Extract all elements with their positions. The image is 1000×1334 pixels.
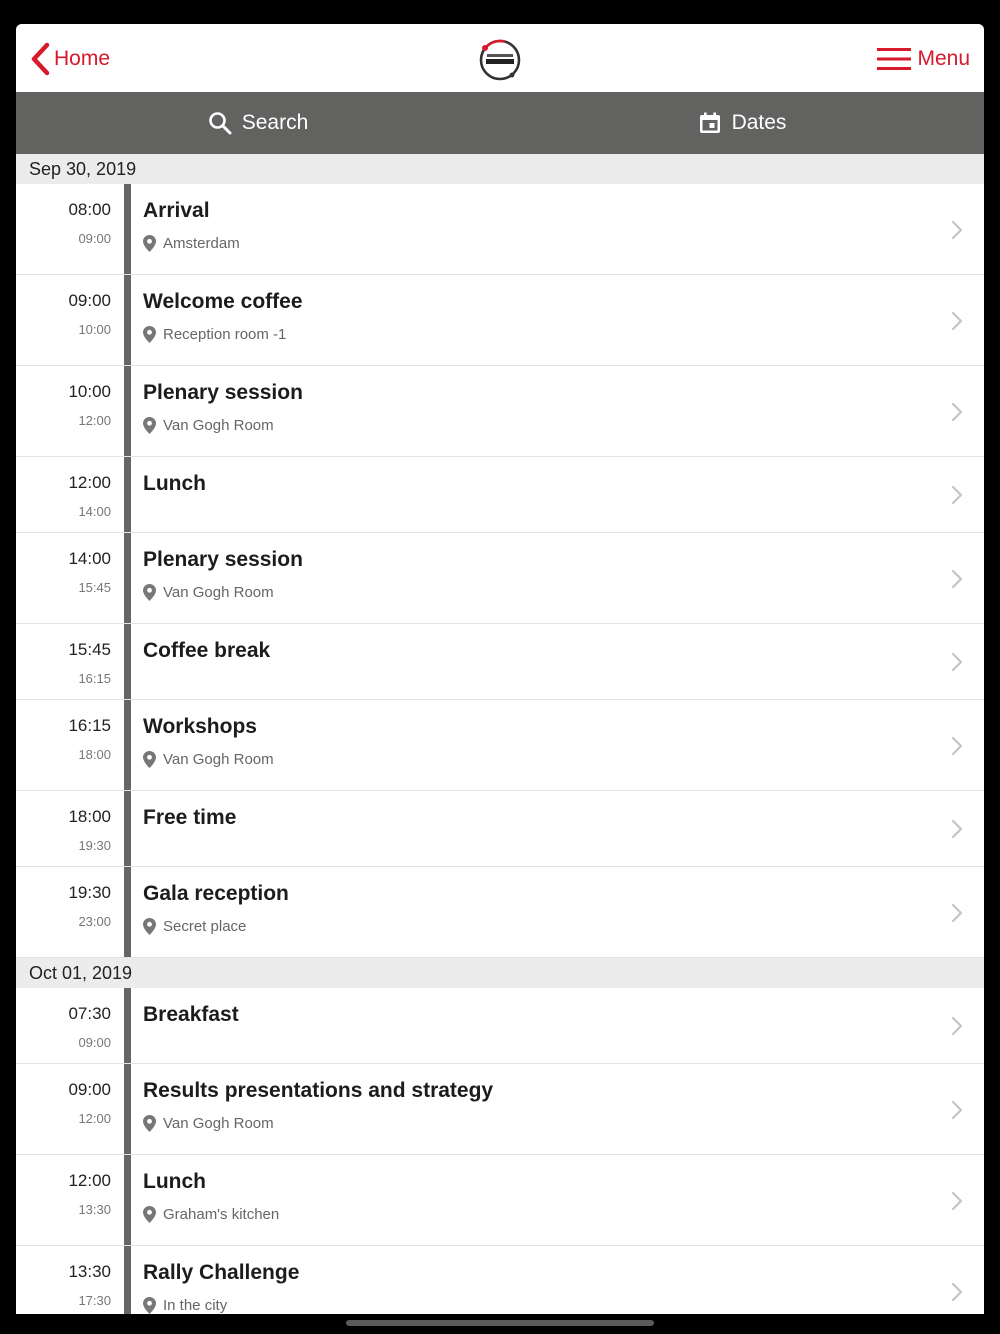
session-location bbox=[143, 1115, 274, 1132]
session-title: Breakfast bbox=[143, 1003, 239, 1026]
agenda-item[interactable] bbox=[16, 533, 984, 624]
end-time: 09:00 bbox=[78, 1035, 111, 1050]
location-pin-icon bbox=[143, 326, 156, 343]
chevron-right-icon bbox=[950, 818, 964, 840]
agenda-item[interactable] bbox=[16, 184, 984, 275]
end-time: 09:00 bbox=[78, 231, 111, 246]
session-location bbox=[143, 1206, 279, 1223]
home-indicator bbox=[346, 1320, 654, 1326]
location-label: Van Gogh Room bbox=[163, 1115, 274, 1132]
session-title: Workshops bbox=[143, 715, 257, 738]
session-title: Coffee break bbox=[143, 639, 271, 662]
end-time: 16:15 bbox=[78, 671, 111, 686]
start-time: 19:30 bbox=[68, 883, 111, 902]
session-title: Welcome coffee bbox=[143, 290, 303, 313]
end-time: 12:00 bbox=[78, 413, 111, 428]
start-time: 16:15 bbox=[68, 716, 111, 735]
dates-label: Dates bbox=[731, 111, 787, 134]
session-title: Lunch bbox=[143, 1170, 206, 1193]
session-title: Plenary session bbox=[143, 381, 303, 404]
start-time: 12:00 bbox=[68, 473, 111, 492]
start-time: 09:00 bbox=[68, 1080, 111, 1099]
agenda-list bbox=[16, 154, 984, 1314]
location-pin-icon bbox=[143, 751, 156, 768]
agenda-item[interactable] bbox=[16, 457, 984, 533]
location-pin-icon bbox=[143, 1297, 156, 1314]
chevron-right-icon bbox=[950, 1099, 964, 1121]
home-back-button[interactable] bbox=[28, 41, 110, 77]
agenda-item[interactable] bbox=[16, 624, 984, 700]
chevron-right-icon bbox=[950, 310, 964, 332]
session-location bbox=[143, 918, 246, 935]
start-time: 18:00 bbox=[68, 807, 111, 826]
top-bar bbox=[16, 24, 984, 92]
end-time: 10:00 bbox=[78, 322, 111, 337]
session-location bbox=[143, 751, 274, 768]
agenda-item[interactable] bbox=[16, 1246, 984, 1314]
start-time: 14:00 bbox=[68, 549, 111, 568]
chevron-right-icon bbox=[950, 735, 964, 757]
nav-bar bbox=[16, 92, 984, 154]
date-header: Oct 01, 2019 bbox=[16, 958, 984, 988]
end-time: 13:30 bbox=[78, 1202, 111, 1217]
location-label: Amsterdam bbox=[163, 235, 240, 252]
chevron-right-icon bbox=[950, 902, 964, 924]
chevron-right-icon bbox=[950, 1015, 964, 1037]
session-location bbox=[143, 417, 274, 434]
chevron-right-icon bbox=[950, 219, 964, 241]
agenda-item[interactable] bbox=[16, 1064, 984, 1155]
hamburger-icon bbox=[877, 46, 911, 72]
location-pin-icon bbox=[143, 235, 156, 252]
session-location bbox=[143, 584, 274, 601]
end-time: 12:00 bbox=[78, 1111, 111, 1126]
agenda-item[interactable] bbox=[16, 366, 984, 457]
menu-button[interactable] bbox=[877, 43, 970, 75]
location-label: In the city bbox=[163, 1297, 228, 1314]
location-label: Van Gogh Room bbox=[163, 751, 274, 768]
day-section bbox=[16, 184, 984, 958]
start-time: 07:30 bbox=[68, 1004, 111, 1023]
chevron-right-icon bbox=[950, 484, 964, 506]
search-icon bbox=[208, 111, 232, 135]
session-title: Results presentations and strategy bbox=[143, 1079, 494, 1102]
dates-tab[interactable] bbox=[500, 92, 984, 154]
app-screen bbox=[16, 24, 984, 1314]
session-title: Lunch bbox=[143, 472, 206, 495]
chevron-right-icon bbox=[950, 1190, 964, 1212]
start-time: 13:30 bbox=[68, 1262, 111, 1281]
session-title: Gala reception bbox=[143, 882, 289, 905]
session-title: Rally Challenge bbox=[143, 1261, 300, 1284]
location-pin-icon bbox=[143, 1206, 156, 1223]
location-label: Van Gogh Room bbox=[163, 584, 274, 601]
search-tab[interactable] bbox=[16, 92, 500, 154]
search-label: Search bbox=[241, 111, 309, 134]
start-time: 10:00 bbox=[68, 382, 111, 401]
session-title: Plenary session bbox=[143, 548, 303, 571]
menu-label: Menu bbox=[917, 47, 970, 70]
location-label: Van Gogh Room bbox=[163, 417, 274, 434]
agenda-item[interactable] bbox=[16, 1155, 984, 1246]
location-label: Secret place bbox=[163, 918, 247, 935]
home-label: Home bbox=[54, 47, 111, 70]
agenda-item[interactable] bbox=[16, 867, 984, 958]
calendar-icon bbox=[698, 111, 722, 135]
location-pin-icon bbox=[143, 918, 156, 935]
location-label: Reception room -1 bbox=[163, 326, 287, 343]
agenda-item[interactable] bbox=[16, 700, 984, 791]
start-time: 08:00 bbox=[68, 200, 111, 219]
end-time: 18:00 bbox=[78, 747, 111, 762]
date-header: Sep 30, 2019 bbox=[16, 154, 984, 184]
chevron-left-icon bbox=[28, 41, 52, 77]
start-time: 09:00 bbox=[68, 291, 111, 310]
start-time: 12:00 bbox=[68, 1171, 111, 1190]
agenda-item[interactable] bbox=[16, 275, 984, 366]
session-title: Arrival bbox=[143, 199, 210, 222]
chevron-right-icon bbox=[950, 401, 964, 423]
chevron-right-icon bbox=[950, 568, 964, 590]
chevron-right-icon bbox=[950, 1281, 964, 1303]
end-time: 14:00 bbox=[78, 504, 111, 519]
session-location bbox=[143, 235, 240, 252]
end-time: 15:45 bbox=[78, 580, 111, 595]
location-label: Graham's kitchen bbox=[163, 1206, 280, 1223]
day-section bbox=[16, 988, 984, 1314]
end-time: 19:30 bbox=[78, 838, 111, 853]
chevron-right-icon bbox=[950, 651, 964, 673]
location-pin-icon bbox=[143, 417, 156, 434]
location-pin-icon bbox=[143, 584, 156, 601]
session-location bbox=[143, 326, 286, 343]
end-time: 17:30 bbox=[78, 1293, 111, 1308]
location-pin-icon bbox=[143, 1115, 156, 1132]
end-time: 23:00 bbox=[78, 914, 111, 929]
start-time: 15:45 bbox=[68, 640, 111, 659]
session-location bbox=[143, 1297, 227, 1314]
make-the-difference-logo bbox=[477, 37, 523, 83]
session-title: Free time bbox=[143, 806, 237, 829]
agenda-item[interactable] bbox=[16, 791, 984, 867]
agenda-item[interactable] bbox=[16, 988, 984, 1064]
